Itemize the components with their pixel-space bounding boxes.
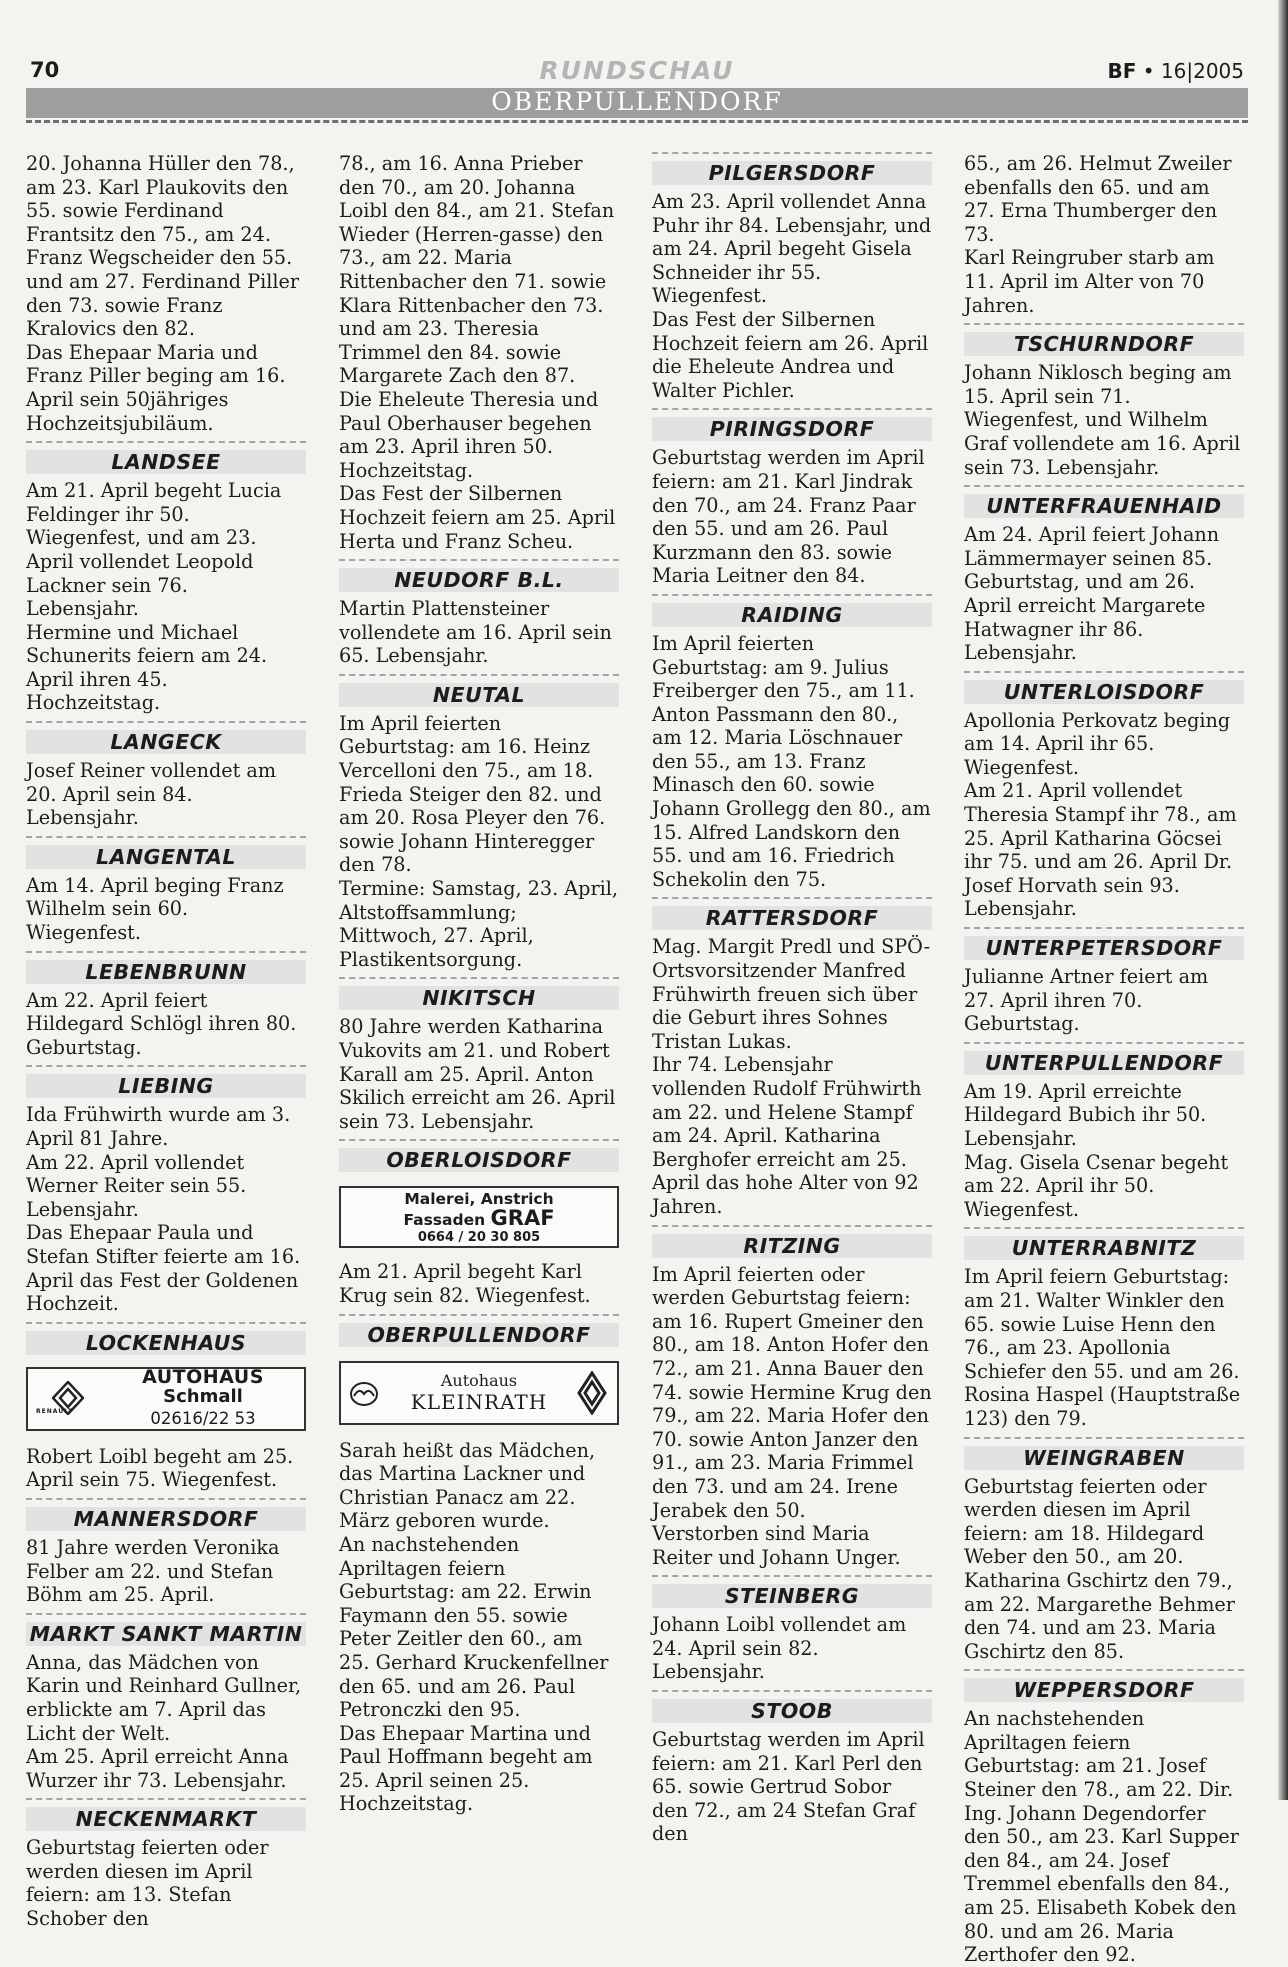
article-text: Am 19. April erreichte Hildegard Bubich ihr 50. Lebensjahr. — [964, 1079, 1207, 1150]
heading-unterrabnitz: UNTERRABNITZ — [964, 1227, 1244, 1260]
article-text: Im April feierten oder werden Geburtstag feiern: am 16. Rupert Gmeiner den 80., am 18. Anton Hofer den 72., am 21. Anna Bauer den 74. sowie Hermine Krug den 79., am 22. Maria Hofer den 70. sowie Anton Janzer den 91., am 23. Maria Frimmel den 73. und am 24. Irene Jerabek den 50. — [652, 1262, 932, 1522]
heading-landsee: LANDSEE — [26, 441, 306, 474]
banner-title: OBERPULLENDORF — [491, 87, 783, 116]
heading-unterfrauenhaid: UNTERFRAUENHAID — [964, 485, 1244, 518]
article-text: Johann Loibl vollendet am 24. April sein 82. Lebensjahr. — [652, 1613, 907, 1684]
column-4 — [964, 152, 1244, 1967]
article-text: Das Ehepaar Paula und Stefan Stifter feierte am 16. April das Fest der Goldenen Hochzeit. — [26, 1221, 301, 1316]
article-text: Sarah heißt das Mädchen, das Martina Lackner und Christian Panacz am 22. März geboren wurde. — [339, 1438, 596, 1533]
heading-unterpetersdorf: UNTERPETERSDORF — [964, 927, 1244, 960]
article-text: Ihr 74. Lebensjahr vollenden Rudolf Frühwirth am 22. und Helene Stampf am 24. April. Katharina Berghofer erreicht am 25. April das hohe Alter von 92 Jahren. — [652, 1053, 922, 1218]
ad-line-2-text: Fassaden — [403, 1211, 486, 1230]
article-text: Termine: Samstag, 23. April, Altstoffsammlung; Mittwoch, 27. April, Plastikentsorgung. — [339, 877, 618, 971]
article-text: Am 21. April begeht Karl Krug sein 82. Wiegenfest. — [339, 1260, 591, 1307]
issue-separator: • — [1142, 59, 1155, 83]
ad-company-name: GRAF — [490, 1206, 555, 1231]
article-text: Apollonia Perkovatz beging am 14. April ihr 65. Wiegenfest. — [964, 708, 1231, 779]
heading-oberloisdorf: OBERLOISDORF — [339, 1139, 619, 1172]
ad-autohaus-schmall — [26, 1367, 306, 1431]
issue-info — [1107, 59, 1244, 83]
article-text: 20. Johanna Hüller den 78., am 23. Karl Plaukovits den 55. sowie Ferdinand Frantsitz den 75., am 24. Franz Wegscheider den 55. und am 27. Ferdinand Piller den 73. sowie Franz Kralovics den 82. — [26, 152, 300, 341]
article-text: Die Eheleute Theresia und Paul Oberhauser begehen am 23. April ihren 50. Hochzeitstag. — [339, 387, 599, 482]
heading-weingraben: WEINGRABEN — [964, 1437, 1244, 1470]
ad-phone: 02616/22 53 — [150, 1408, 256, 1428]
article-text: Julianne Artner feiert am 27. April ihren 70. Geburtstag. — [964, 965, 1209, 1036]
heading-oberpullendorf: OBERPULLENDORF — [339, 1314, 619, 1347]
heading-markt-sankt-martin: MARKT SANKT MARTIN — [26, 1613, 306, 1646]
heading-stoob: STOOB — [652, 1690, 932, 1723]
article-text: Robert Loibl begeht am 25. April sein 75. Wiegenfest. — [26, 1444, 294, 1492]
heading-rattersdorf: RATTERSDORF — [652, 897, 932, 930]
article-text: Martin Plattensteiner vollendete am 16. April sein 65. Lebensjahr. — [339, 597, 612, 668]
article-text: Am 25. April erreicht Anna Wurzer ihr 73. Lebensjahr. — [26, 1745, 289, 1792]
issue-number: 16|2005 — [1160, 59, 1244, 83]
page-edge-shadow — [1278, 0, 1288, 1800]
article-text: Am 21. April begeht Lucia Feldinger ihr 50. Wiegenfest, und am 23. April vollendet Leopold Lackner sein 76. Lebensjahr. — [26, 479, 282, 621]
article-text: 65., am 26. Helmut Zweiler ebenfalls den 65. und am 27. Erna Thumberger den 73. — [964, 152, 1232, 246]
heading-mannersdorf: MANNERSDORF — [26, 1498, 306, 1531]
column-1 — [26, 152, 306, 1931]
ad-line-2 — [341, 1208, 617, 1230]
article-text: Karl Reingruber starb am 11. April im Alter von 70 Jahren. — [964, 246, 1215, 317]
heading-neckenmarkt: NECKENMARKT — [26, 1798, 306, 1831]
article-text: Das Fest der Silbernen Hochzeit feiern am 25. April Herta und Franz Scheu. — [339, 482, 616, 553]
article-text: Im April feiern Geburtstag: am 21. Walter Winkler den 65. sowie Luise Henn den 76., am 23. Apollonia Schiefer den 55. und am 26. Rosina Haspel (Hauptstraße 123) den 79. — [964, 1265, 1241, 1430]
article-text: 81 Jahre werden Veronika Felber am 22. und Stefan Böhm am 25. April. — [26, 1535, 280, 1607]
heading-lebenbrunn: LEBENBRUNN — [26, 951, 306, 984]
article-text: Im April feierten Geburtstag: am 9. Julius Freiberger den 75., am 11. Anton Passmann den 80., am 12. Maria Löschnauer den 55., am 13. Franz Minasch den 60. sowie Johann Grollegg den 80., am 15. Alfred Landskorn den 55. und am 16. Friedrich Schekolin den 75. — [652, 631, 931, 891]
article-text: Am 22. April vollendet Werner Reiter sein 55. Lebensjahr. — [26, 1150, 247, 1221]
heading-nikitsch: NIKITSCH — [339, 977, 619, 1010]
ad-phone: 0664 / 20 30 805 — [417, 1230, 541, 1246]
article-text: Am 21. April vollendet Theresia Stampf ihr 78., am 25. April Katharina Göcsei ihr 75. und am 26. April Dr. Josef Horvath sein 93. Lebensjahr. — [964, 779, 1237, 921]
ad-name-line-1: AUTOHAUS — [142, 1365, 264, 1388]
article-text: An nachstehenden Apriltagen feiern Geburtstag: am 22. Erwin Faymann den 55. sowie Peter Zeitler den 60., am 25. Gerhard Kruckenfellner den 65. und am 26. Paul Petronczki den 95. — [339, 1532, 609, 1722]
article-text: Geburtstag feierten oder werden diesen im April feiern: am 13. Stefan Schober den — [26, 1836, 269, 1931]
article-text: Am 22. April feiert Hildegard Schlögl ihren 80. Geburtstag. — [26, 988, 297, 1059]
article-text: Am 23. April vollendet Anna Puhr ihr 84. Lebensjahr, und am 24. April begeht Gisela Schneider ihr 55. Wiegenfest. — [652, 190, 932, 308]
ad-autohaus-kleinrath — [339, 1361, 619, 1425]
article-text: Am 14. April beging Franz Wilhelm sein 60. Wiegenfest. — [26, 873, 284, 945]
ad-brand-text: RENAULT — [36, 1408, 73, 1416]
article-text: Hermine und Michael Schunerits feiern am 24. April ihren 45. Hochzeitstag. — [26, 620, 268, 715]
article-text: Das Fest der Silbernen Hochzeit feiern am 26. April die Eheleute Andrea und Walter Pichler. — [652, 307, 929, 402]
article-text: Im April feierten Geburtstag: am 16. Heinz Vercelloni den 75., am 18. Frieda Steiger den 82. und am 20. Rosa Pleyer den 76. sowie Johann Hinteregger den 78. — [339, 711, 606, 877]
article-text: Anna, das Mädchen von Karin und Reinhard Gullner, erblickte am 7. April das Licht der Welt. — [26, 1650, 302, 1745]
heading-steinberg: STEINBERG — [652, 1575, 932, 1608]
heading-unterpullendorf: UNTERPULLENDORF — [964, 1042, 1244, 1075]
article-text: Mag. Margit Predl und SPÖ-Ortsvorsitzender Manfred Frühwirth freuen sich über die Geburt ihres Sohnes Tristan Lukas. — [652, 935, 931, 1053]
region-banner — [26, 88, 1248, 118]
article-text: Geburtstag werden im April feiern: am 21. Karl Jindrak den 70., am 24. Franz Paar den 55. und am 26. Paul Kurzmann den 83. sowie Maria Leitner den 84. — [652, 446, 925, 588]
article-text: Am 24. April feiert Johann Lämmermayer seinen 85. Geburtstag, und am 26. April erreicht Margarete Hatwagner ihr 86. Lebensjahr. — [964, 523, 1220, 665]
heading-unterloisdorf: UNTERLOISDORF — [964, 671, 1244, 704]
heading-lockenhaus: LOCKENHAUS — [26, 1322, 306, 1355]
heading-langental: LANGENTAL — [26, 836, 306, 869]
article-text: Das Ehepaar Martina und Paul Hoffmann begeht am 25. April seinen 25. Hochzeitstag. — [339, 1721, 593, 1816]
heading-pilgersdorf: PILGERSDORF — [652, 152, 932, 185]
page-header — [26, 58, 1248, 84]
article-text: 78., am 16. Anna Prieber den 70., am 20. Johanna Loibl den 84., am 21. Stefan Wieder (Herren-gasse) den 73., am 22. Maria Rittenbacher den 71. sowie Klara Rittenbacher den 73. und am 23. Theresia Trimmel den 84. sowie Margarete Zach den 87. — [339, 152, 615, 388]
article-text: Geburtstag feierten oder werden diesen im April feiern: am 18. Hildegard Weber den 50., am 20. Katharina Gschirtz den 79., am 22. Margarethe Behmer den 74. und am 23. Maria Gschirtz den 85. — [964, 1474, 1235, 1663]
ad-line-1: Malerei, Anstrich — [404, 1190, 554, 1209]
ad-line-1: Autohaus — [440, 1370, 518, 1390]
banner-divider — [26, 120, 1248, 123]
ad-name-line-2: Schmall — [163, 1385, 243, 1407]
heading-ritzing: RITZING — [652, 1225, 932, 1258]
heading-weppersdorf: WEPPERSDORF — [964, 1669, 1244, 1702]
issue-label: BF — [1107, 59, 1137, 83]
heading-langeck: LANGECK — [26, 721, 306, 754]
column-2 — [339, 152, 619, 1816]
article-text: Verstorben sind Maria Reiter und Johann Unger. — [652, 1522, 901, 1569]
article-text: 80 Jahre werden Katharina Vukovits am 21. und Robert Karall am 25. April. Anton Skilich erreicht am 26. April sein 73. Lebensjahr. — [339, 1015, 616, 1133]
article-text: Josef Reiner vollendet am 20. April sein 84. Lebensjahr. — [26, 759, 277, 830]
article-text: Johann Niklosch beging am 15. April sein 71. Wiegenfest, und Wilhelm Graf vollendete am 16. April sein 73. Lebensjahr. — [964, 361, 1241, 479]
section-name: RUNDSCHAU — [539, 56, 735, 85]
heading-tschurndorf: TSCHURNDORF — [964, 323, 1244, 356]
heading-raiding: RAIDING — [652, 594, 932, 627]
ad-malerei-graf — [339, 1186, 619, 1248]
column-3 — [652, 152, 932, 1846]
heading-neudorf: NEUDORF B.L. — [339, 559, 619, 592]
article-text: Mag. Gisela Csenar begeht am 22. April ihr 50. Wiegenfest. — [964, 1150, 1229, 1221]
article-text: An nachstehenden Apriltagen feiern Geburtstag: am 21. Josef Steiner den 78., am 22. Dir. Ing. Johann Degendorfer den 50., am 23. Karl Supper den 84., am 24. Josef Tremmel ebenfalls den 84., am 25. Elisabeth Kobek den 80. und am 26. Maria Zerthofer den 92. — [964, 1707, 1239, 1967]
heading-liebing: LIEBING — [26, 1065, 306, 1098]
heading-piringsdorf: PIRINGSDORF — [652, 408, 932, 441]
article-text: Geburtstag werden im April feiern: am 21. Karl Perl den 65. sowie Gertrud Sobor den 72., am 24 Stefan Graf den — [652, 1728, 925, 1846]
heading-neutal: NEUTAL — [339, 674, 619, 707]
article-text: Ida Frühwirth wurde am 3. April 81 Jahre. — [26, 1103, 291, 1150]
ad-company-name: KLEINRATH — [410, 1389, 548, 1414]
article-text: Das Ehepaar Maria und Franz Piller beging am 16. April sein 50jähriges Hochzeitsjubiläum. — [26, 340, 286, 435]
page-number: 70 — [30, 58, 60, 82]
